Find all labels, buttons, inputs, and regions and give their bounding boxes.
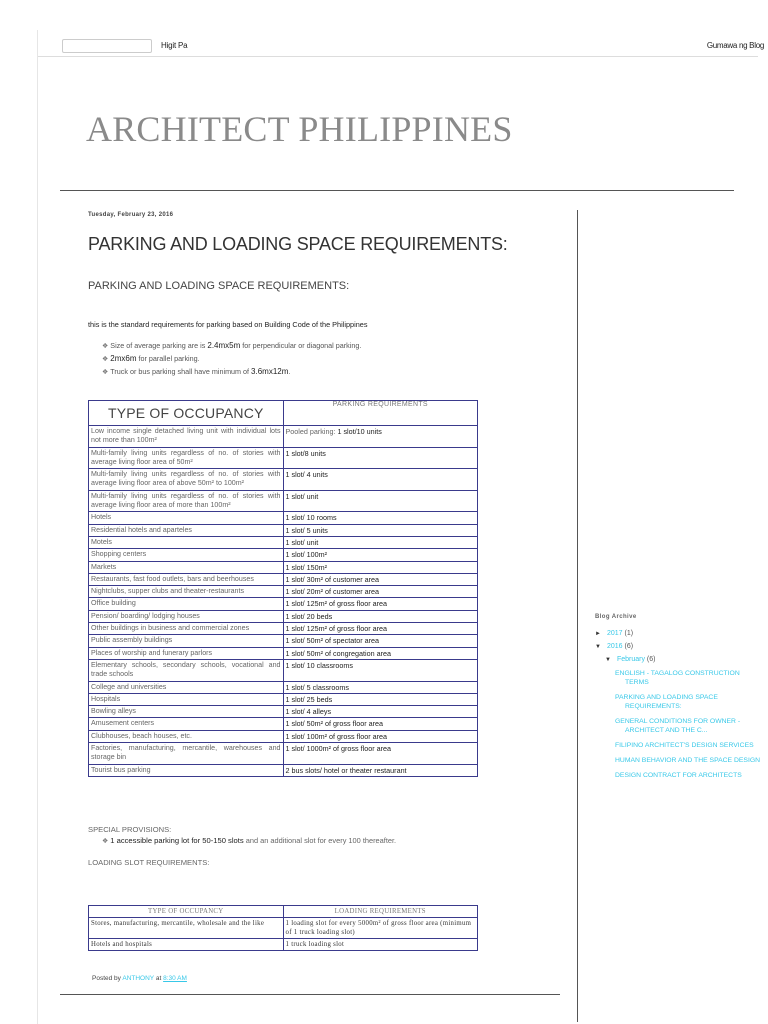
requirement-cell [283,743,478,765]
table-row [89,573,478,585]
requirement-cell: 1 truck loading slot [283,939,478,951]
occupancy-cell: Multi-family living units regardless of no. of stories with average living floor area of more than 100m² [89,490,284,512]
requirement-cell [283,469,478,491]
requirement-value: 1 slot/ 5 classrooms [285,682,350,692]
requirement-cell [283,730,478,742]
table-row [89,647,478,659]
column-header-occupancy: TYPE OF OCCUPANCY [89,401,284,426]
requirement-cell [283,561,478,573]
requirement-value: 1 slot/ unit [285,537,319,547]
diamond-bullet-icon: ❖ [102,356,109,363]
blog-title[interactable]: ARCHITECT PHILIPPINES [86,109,513,149]
requirement-value: 2 bus slots/ hotel or theater restaurant [285,765,407,775]
requirement-cell [283,718,478,730]
requirement-value: 1 slot/ 100m² of gross floor area [285,731,387,741]
occupancy-cell: Stores, manufacturing, mercantile, wholesale and the like [89,918,284,939]
requirement-value: 1 slot/10 units [337,427,382,436]
archive-post-link[interactable]: FILIPINO ARCHITECT'S DESIGN SERVICES [615,742,754,749]
requirement-value: 1 slot/ 50m² of congregation area [285,648,391,658]
parking-size-list [102,340,361,379]
table-row [89,426,478,448]
requirement-value: 1 slot/ 50m² of spectator area [285,636,379,646]
occupancy-cell: Multi-family living units regardless of no. of stories with average living floor area of above 50m² to 100m² [89,469,284,491]
requirement-value: 1 slot/ 100m² [285,550,328,560]
occupancy-cell: Tourist bus parking [89,764,284,776]
diamond-bullet-icon: ❖ [102,838,109,845]
occupancy-cell: Factories, manufacturing, mercantile, warehouses and storage bin [89,743,284,765]
requirement-value: 1 slot/ 125m² of gross floor area [285,599,387,609]
occupancy-cell: Hospitals [89,693,284,705]
table-row [89,598,478,610]
occupancy-cell: Bowling alleys [89,706,284,718]
list-item: ❖ 2mx6m for parallel parking. [102,354,200,363]
table-row [89,939,478,951]
requirement-cell: Pooled parking: 1 slot/10 units [283,426,478,448]
occupancy-cell: Residential hotels and aparteles [89,524,284,536]
occupancy-cell: Other buildings in business and commercial zones [89,623,284,635]
column-header-requirements: PARKING REQUIREMENTS [283,401,478,426]
parking-requirements-table [88,400,478,777]
occupancy-cell: Hotels [89,512,284,524]
table-row [89,561,478,573]
occupancy-cell: Hotels and hospitals [89,939,284,951]
requirement-cell [283,764,478,776]
requirement-cell [283,512,478,524]
requirement-cell [283,490,478,512]
requirement-cell [283,524,478,536]
requirement-cell [283,549,478,561]
requirement-value: 1 slot/ 10 rooms [285,513,337,523]
requirement-value: 1 slot/8 units [285,448,326,458]
collapse-arrow-icon[interactable]: ▼ [595,644,601,650]
table-row [89,764,478,776]
author-link[interactable]: ANTHONY [122,975,155,982]
archive-post-link[interactable]: ENGLISH - TAGALOG CONSTRUCTION TERMS [615,670,740,686]
diamond-bullet-icon: ❖ [102,343,109,350]
occupancy-cell: Restaurants, fast food outlets, bars and beerhouses [89,573,284,585]
occupancy-cell: Pension/ boarding/ lodging houses [89,610,284,622]
search-input[interactable] [62,39,152,53]
requirement-value: 1 slot/ 20m² of customer area [285,587,379,597]
table-row [89,693,478,705]
header-divider [60,190,734,191]
requirement-cell [283,598,478,610]
archive-year-2017[interactable]: ► 2017 (1) [595,630,634,637]
archive-post-link[interactable]: HUMAN BEHAVIOR AND THE SPACE DESIGN [615,757,761,764]
loading-slot-heading: LOADING SLOT REQUIREMENTS: [88,858,210,867]
table-row [89,524,478,536]
requirement-cell [283,447,478,469]
occupancy-cell: Markets [89,561,284,573]
loading-requirements-table [88,905,478,951]
requirement-cell [283,635,478,647]
occupancy-cell: Public assembly buildings [89,635,284,647]
table-row [89,743,478,765]
sidebar-divider [577,210,578,1022]
occupancy-cell: Amusement centers [89,718,284,730]
requirement-value: 1 slot/ 1000m² of gross floor area [285,744,391,754]
blog-archive-widget [595,614,765,786]
column-header-requirements: LOADING REQUIREMENTS [283,906,478,918]
post-subtitle: PARKING AND LOADING SPACE REQUIREMENTS: [88,280,350,292]
requirement-cell [283,586,478,598]
table-row [89,447,478,469]
archive-title: Blog Archive [595,614,637,620]
requirement-cell [283,681,478,693]
requirement-value: 1 slot/ 20 beds [285,611,333,621]
table-row [89,635,478,647]
occupancy-cell: Office building [89,598,284,610]
requirement-cell [283,536,478,548]
special-provisions-heading: SPECIAL PROVISIONS: [88,825,172,834]
archive-post-link[interactable]: PARKING AND LOADING SPACE REQUIREMENTS: [615,694,718,710]
table-row [89,659,478,681]
requirement-value: 1 slot/ 50m² of gross floor area [285,719,383,729]
table-row [89,512,478,524]
requirement-cell [283,706,478,718]
occupancy-cell: Motels [89,536,284,548]
archive-post-link[interactable]: GENERAL CONDITIONS FOR OWNER - ARCHITECT AND THE C... [615,718,741,734]
blog-page [37,30,764,1024]
expand-arrow-icon[interactable]: ► [595,631,601,637]
table-row [89,706,478,718]
list-item: ❖ Truck or bus parking shall have minimum of 3.6mx12m. [102,367,291,376]
requirement-cell: 1 loading slot for every 5000m² of gross floor area (minimum of 1 truck loading slot) [283,918,478,939]
requirement-cell [283,647,478,659]
archive-year-2016[interactable]: ▼ 2016 (6) [595,643,634,650]
requirement-cell [283,610,478,622]
occupancy-cell: Multi-family living units regardless of no. of stories with average living floor area of 50m² [89,447,284,469]
occupancy-cell: Shopping centers [89,549,284,561]
table-row [89,469,478,491]
requirement-value: 1 slot/ 4 alleys [285,707,332,717]
requirement-cell [283,693,478,705]
table-row [89,610,478,622]
list-item: ❖ Size of average parking are is 2.4mx5m for perpendicular or diagonal parking. [102,341,362,350]
column-header-occupancy: TYPE OF OCCUPANCY [89,906,284,918]
requirement-value: 1 slot/ 25 beds [285,694,333,704]
occupancy-cell: Nightclubs, supper clubs and theater-restaurants [89,586,284,598]
table-row [89,549,478,561]
requirement-cell [283,573,478,585]
post-intro: this is the standard requirements for parking based on Building Code of the Philippines [88,320,368,329]
table-row [89,918,478,939]
requirement-value: 1 slot/ 4 units [285,470,328,480]
requirement-cell [283,623,478,635]
blogger-navbar [38,30,764,57]
table-row [89,681,478,693]
post-title: PARKING AND LOADING SPACE REQUIREMENTS: [88,234,508,254]
table-row [89,730,478,742]
occupancy-cell: Clubhouses, beach houses, etc. [89,730,284,742]
table-row [89,718,478,730]
requirement-value: 1 slot/ 150m² [285,562,328,572]
archive-post-link[interactable]: DESIGN CONTRACT FOR ARCHITECTS [615,772,742,779]
collapse-arrow-icon[interactable]: ▼ [605,657,611,663]
table-row [89,586,478,598]
post-footer: Posted by ANTHONY at 8:30 AM [92,975,187,982]
occupancy-cell: College and universities [89,681,284,693]
requirement-value: 1 slot/ 125m² of gross floor area [285,624,387,634]
requirement-value: 1 slot/ 30m² of customer area [285,574,379,584]
archive-post-list [615,669,765,780]
requirement-value: 1 slot/ unit [285,491,319,501]
requirement-cell [283,659,478,681]
requirement-value: 1 slot/ 5 units [285,525,328,535]
create-blog-link[interactable]: Gumawa ng Blog [706,41,764,50]
post-timestamp-link[interactable]: 8:30 AM [163,975,187,982]
occupancy-cell: Places of worship and funerary parlors [89,647,284,659]
occupancy-cell: Low income single detached living unit with individual lots not more than 100m² [89,426,284,448]
table-row [89,536,478,548]
table-row [89,490,478,512]
archive-month-february[interactable]: ▼ February (6) [605,656,656,663]
occupancy-cell: Elementary schools, secondary schools, vocational and trade schools [89,659,284,681]
requirement-value: 1 slot/ 10 classrooms [285,660,354,670]
table-row [89,623,478,635]
next-blog-link[interactable]: Higit Pa [161,41,188,50]
special-provision-item: ❖ 1 accessible parking lot for 50-150 slots and an additional slot for every 100 thereafter. [102,836,397,845]
post-divider [60,994,560,995]
diamond-bullet-icon: ❖ [102,369,109,376]
post-date: Tuesday, February 23, 2016 [88,212,174,218]
